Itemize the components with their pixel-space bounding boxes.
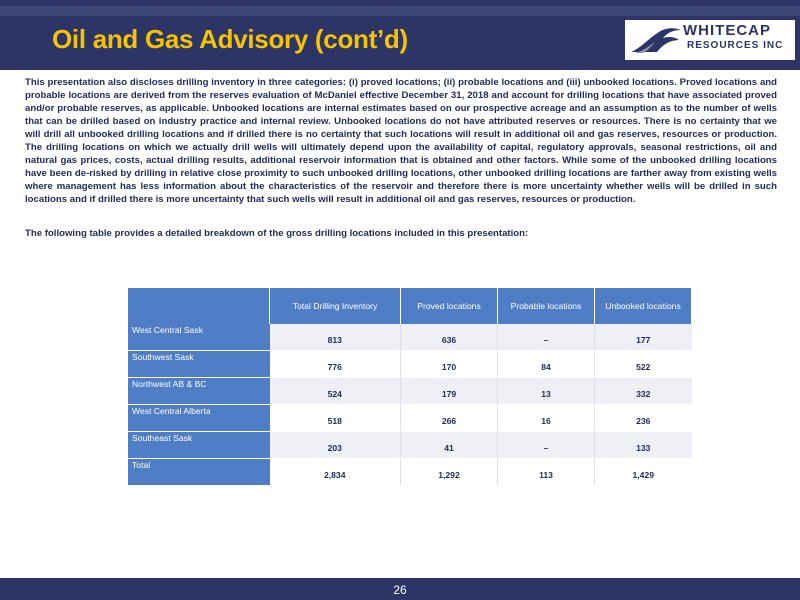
table-cell: 2,834 <box>270 459 401 486</box>
table-cell: 16 <box>498 405 595 432</box>
table-header-row <box>128 288 692 324</box>
company-logo <box>625 20 795 60</box>
table-cell: 170 <box>401 351 498 378</box>
header-stripe <box>0 6 800 16</box>
page-title: Oil and Gas Advisory (cont’d) <box>52 24 408 54</box>
disclosure-paragraph: This presentation also discloses drilling inventory in three categories: (i) proved locations; (ii) probable locations and (iii) unbooked locations. Proved locations and probable locations are derived from the reserves evaluation of McDaniel effective December 31, 2018 and account for drilling locations that have associated proved and/or probable reserves, as applicable. Unbooked locations are internal estimates based on our prospective acreage and an assumption as to the number of wells that can be drilled based on industry practice and internal review. Unbooked locations do not have attributed reserves or resources. There is no certainty that we will drill all unbooked drilling locations and if drilled there is no certainty that such locations will result in additional oil and gas reserves, resources or production. The drilling locations on which we actually drill wells will ultimately depend upon the availability of capital, regulatory approvals, seasonal restrictions, oil and natural gas prices, costs, actual drilling results, additional reservoir information that is obtained and other factors. While some of the unbooked drilling locations have been de-risked by drilling in relative close proximity to such unbooked drilling locations, other unbooked drilling locations are farther away from existing wells where management has less information about the characteristics of the reservoir and therefore there is more uncertainty whether wells will be drilled in such locations and if drilled there is more uncertainty that such wells will result in additional oil and gas reserves, resources or production. <box>25 77 777 205</box>
row-label: West Central Sask <box>128 324 270 351</box>
table-cell: 1,292 <box>401 459 498 486</box>
table-cell: – <box>498 432 595 459</box>
table-cell: 41 <box>401 432 498 459</box>
column-header: Proved locations <box>401 288 498 324</box>
table-cell: 636 <box>401 324 498 351</box>
row-label: Southeast Sask <box>128 432 270 459</box>
page-number: 26 <box>393 583 407 597</box>
logo-wordmark: WHITECAP <box>683 22 771 39</box>
table-cell: 203 <box>270 432 401 459</box>
row-label: West Central Alberta <box>128 405 270 432</box>
table-row <box>128 405 692 432</box>
column-header: Probable locations <box>498 288 595 324</box>
table-row <box>128 324 692 351</box>
table-cell: 266 <box>401 405 498 432</box>
table-cell: 332 <box>595 378 692 405</box>
column-header: Total Drilling Inventory <box>270 288 401 324</box>
column-header: Unbooked locations <box>595 288 692 324</box>
table-cell: 813 <box>270 324 401 351</box>
table-cell: 84 <box>498 351 595 378</box>
table-cell: 133 <box>595 432 692 459</box>
table-cell: 179 <box>401 378 498 405</box>
table-intro: The following table provides a detailed breakdown of the gross drilling locations included in this presentation: <box>25 228 529 239</box>
table-cell: 776 <box>270 351 401 378</box>
table-cell: – <box>498 324 595 351</box>
table-row <box>128 351 692 378</box>
row-label: Northwest AB & BC <box>128 378 270 405</box>
logo-subtitle: RESOURCES INC <box>687 40 784 51</box>
table-cell: 13 <box>498 378 595 405</box>
table-cell: 113 <box>498 459 595 486</box>
row-label: Total <box>128 459 270 486</box>
header-corner <box>128 288 270 324</box>
table-cell: 522 <box>595 351 692 378</box>
table-cell: 236 <box>595 405 692 432</box>
table-cell: 524 <box>270 378 401 405</box>
table-row <box>128 378 692 405</box>
table-row <box>128 432 692 459</box>
table-cell: 1,429 <box>595 459 692 486</box>
table-cell: 177 <box>595 324 692 351</box>
row-label: Southwest Sask <box>128 351 270 378</box>
table-total-row <box>128 459 692 486</box>
table-cell: 518 <box>270 405 401 432</box>
wave-logo-icon <box>629 24 683 56</box>
drilling-inventory-table <box>128 288 692 486</box>
